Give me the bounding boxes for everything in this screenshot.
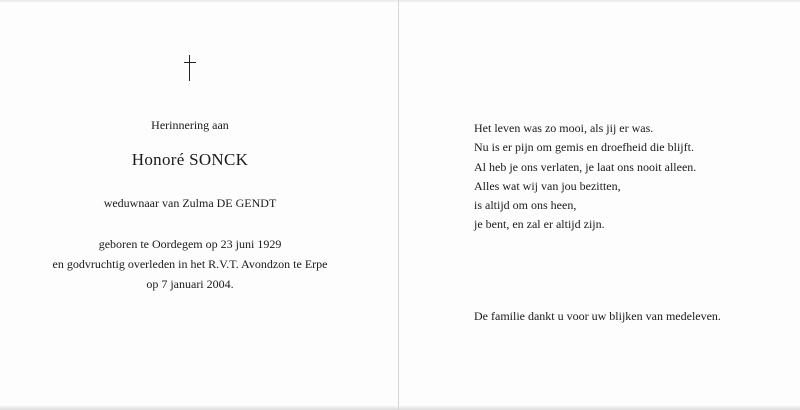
deceased-name: Honoré SONCK bbox=[131, 150, 249, 169]
left-panel bbox=[0, 0, 398, 410]
poem-line: Alles wat wij van jou bezitten, bbox=[474, 178, 621, 193]
poem bbox=[474, 119, 696, 235]
poem-line: Nu is er pijn om gemis en droefheid die blijft. bbox=[474, 140, 694, 155]
death-date-line: op 7 januari 2004. bbox=[146, 277, 234, 291]
poem-line: Al heb je ons verlaten, je laat ons nooit alleen. bbox=[474, 159, 697, 174]
cross-icon bbox=[183, 55, 197, 81]
life-dates bbox=[0, 234, 380, 294]
poem-line: je bent, en zal er altijd zijn. bbox=[474, 217, 605, 232]
spouse-line: weduwnaar van Zulma DE GENDT bbox=[103, 196, 277, 210]
birth-line: geboren te Oordegem op 23 juni 1929 bbox=[98, 237, 282, 251]
poem-line: is altijd om ons heen, bbox=[474, 198, 577, 213]
poem-line: Het leven was zo mooi, als jij er was. bbox=[474, 121, 654, 135]
intro-text: Herinnering aan bbox=[151, 118, 229, 132]
family-thanks: De familie dankt u voor uw blijken van medeleven. bbox=[474, 309, 721, 323]
right-panel bbox=[399, 0, 800, 410]
death-line: en godvruchtig overleden in het R.V.T. Avondzon te Erpe bbox=[52, 257, 328, 271]
